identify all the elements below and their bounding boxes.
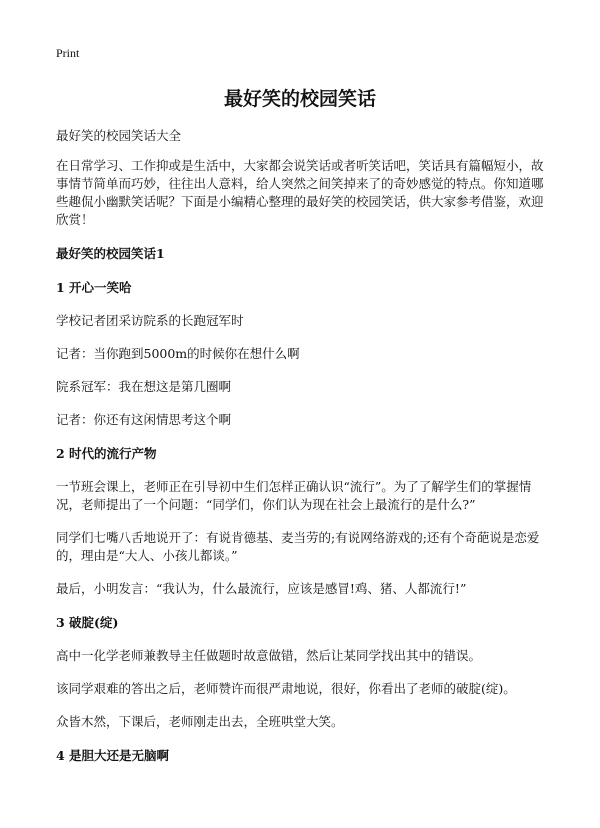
intro-paragraph: 在日常学习、工作抑或是生活中，大家都会说笑话或者听笑话吧，笑话具有篇幅短小，故事情节简单而巧妙，往往出人意料，给人突然之间笑掉来了的奇妙感觉的特点。你知道哪些趣侃小幽默笑话呢？下面是小编精心整理的最好笑的校园笑话，供大家参考借鉴，欢迎欣赏！ xyxy=(56,158,544,227)
joke-heading: 1 开心一笑哈 xyxy=(56,280,132,295)
joke-paragraph: 众皆木然，下课后，老师刚走出去，全班哄堂大笑。 xyxy=(56,714,344,729)
joke-paragraph: 高中一化学老师兼教导主任做题时故意做错，然后让某同学找出其中的错误。 xyxy=(56,648,482,663)
subtitle: 最好笑的校园笑话大全 xyxy=(56,128,182,143)
joke-heading: 4 是胆大还是无脑啊 xyxy=(56,748,170,763)
joke-paragraph: 该同学艰难的答出之后，老师赞许而很严肃地说，很好，你看出了老师的破腚(绽)。 xyxy=(56,681,516,696)
joke-paragraph: 记者：当你跑到5000m的时候你在想什么啊 xyxy=(56,346,300,361)
page-title: 最好笑的校园笑话 xyxy=(223,88,376,110)
joke-heading: 2 时代的流行产物 xyxy=(56,446,157,461)
joke-paragraph: 同学们七嘴八舌地说开了：有说肯德基、麦当劳的;有说网络游戏的;还有个奇葩说是恋爱的，理由是“大人、小孩儿都谈。” xyxy=(56,530,540,563)
joke-paragraph: 一节班会课上，老师正在引导初中生们怎样正确认识“流行”。为了了解学生们的掌握情况，老师提出了一个问题：“同学们，你们认为现在社会上最流行的是什么?” xyxy=(56,479,532,512)
joke-paragraph: 最后，小明发言：“我认为，什么最流行，应该是感冒!鸡、猪、人都流行!” xyxy=(56,581,467,596)
joke-paragraph: 院系冠军：我在想这是第几圈啊 xyxy=(56,379,232,394)
section-heading: 最好笑的校园笑话1 xyxy=(56,246,165,261)
print-link[interactable]: Print xyxy=(56,46,80,60)
joke-paragraph: 记者：你还有这闲情思考这个啊 xyxy=(56,412,232,427)
joke-paragraph: 学校记者团采访院系的长跑冠军时 xyxy=(56,313,244,328)
joke-heading: 3 破腚(绽) xyxy=(56,615,119,630)
